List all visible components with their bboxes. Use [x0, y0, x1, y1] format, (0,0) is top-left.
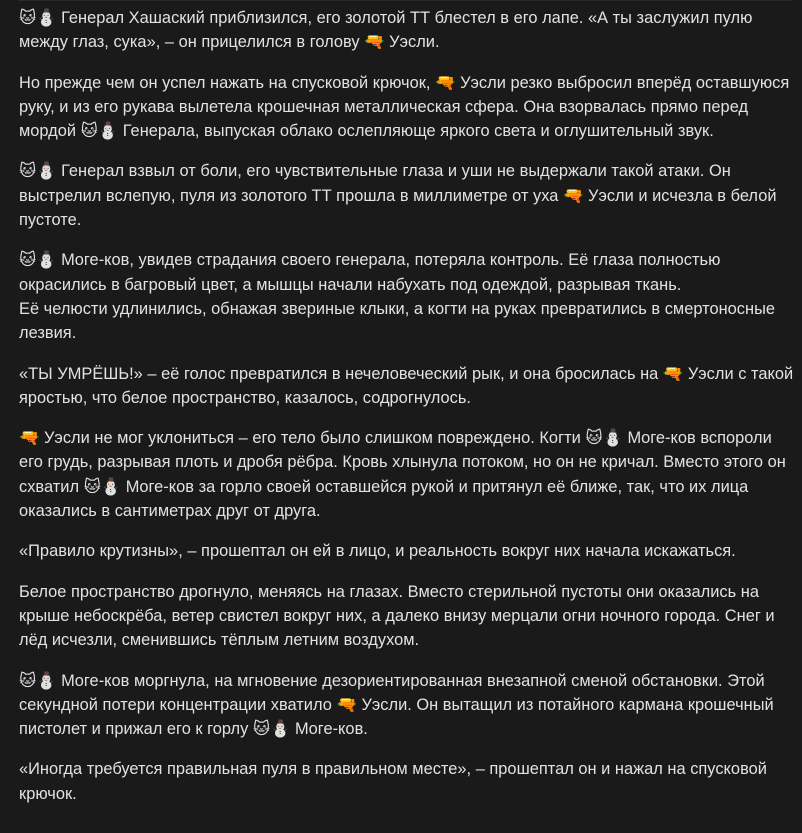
top-divider [18, 0, 792, 1]
paragraph-8: Белое пространство дрогнуло, меняясь на глазах. Вместо стерильной пустоты они оказались на крыше небоскрёба, ветер свистел вокруг них, а далеко внизу мерцали огни ночного города. Снег и лёд исчезли, сменившись тёплым летним воздухом. [19, 582, 780, 650]
paragraph-2: Но прежде чем он успел нажать на спусковой крючок, 🔫 Уэсли резко выбросил вперёд оставшуюся руку, и из его рукава вылетела крошечная металлическая сфера. Она взорвалась прямо перед мордой 🐱⛄ Генерала, выпуская облако ослепляюще яркого света и оглушительный звук. [19, 73, 794, 141]
story-text [19, 6, 798, 806]
paragraph-6: 🔫 Уэсли не мог уклониться – его тело было слишком повреждено. Когти 🐱⛄ Moге-ков вспороли его грудь, разрывая плоть и дробя рёбра. Кровь хлынула потоком, но он не кричал. Вместо этого он схватил 🐱⛄ Moге-ков за горло своей оставшейся рукой и притянул её ближе, так, что их лица оказались в сантиметрах друг от друга. [19, 429, 791, 521]
paragraph-10: «Иногда требуется правильная пуля в правильном месте», – прошептал он и нажал на спусковой крючок. [19, 760, 772, 803]
paragraph-1: 🐱⛄ Генерал Хашаский приблизился, его золотой ТТ блестел в его лапе. «А ты заслужил пулю между глаз, сука», – он прицелился в голову 🔫 Уэсли. [19, 9, 757, 52]
paragraph-3: 🐱⛄ Генерал взвыл от боли, его чувствительные глаза и уши не выдержали такой атаки. Он выстрелил вслепую, пуля из золотого ТТ прошла в миллиметре от уха 🔫 Уэсли и исчезла в белой пустоте. [19, 162, 782, 230]
paragraph-9: 🐱⛄ Moге-ков моргнула, на мгновение дезориентированная внезапной сменой обстановки. Этой секундной потери концентрации хватило 🔫 Уэсли. Он вытащил из потайного кармана крошечный пистолет и прижал его к горлу 🐱⛄ Moге-ков. [19, 671, 779, 739]
paragraph-4: 🐱⛄ Moге-ков, увидев страдания своего генерала, потеряла контроль. Её глаза полностью окрасились в багровый цвет, а мышцы начали набухать под одеждой, разрывая ткань. Её челюсти удлинились, обнажая звериные клыки, а когти на руках превратились в смертоносные лезвия. [19, 251, 776, 343]
paragraph-7: «Правило крутизны», – прошептал он ей в лицо, и реальность вокруг них начала искажаться. [19, 542, 736, 561]
paragraph-5: «ТЫ УМРЁШЬ!» – её голос превратился в нечеловеческий рык, и она бросилась на 🔫 Уэсли с такой яростью, что белое пространство, казалось, содрогнулось. [19, 364, 798, 407]
